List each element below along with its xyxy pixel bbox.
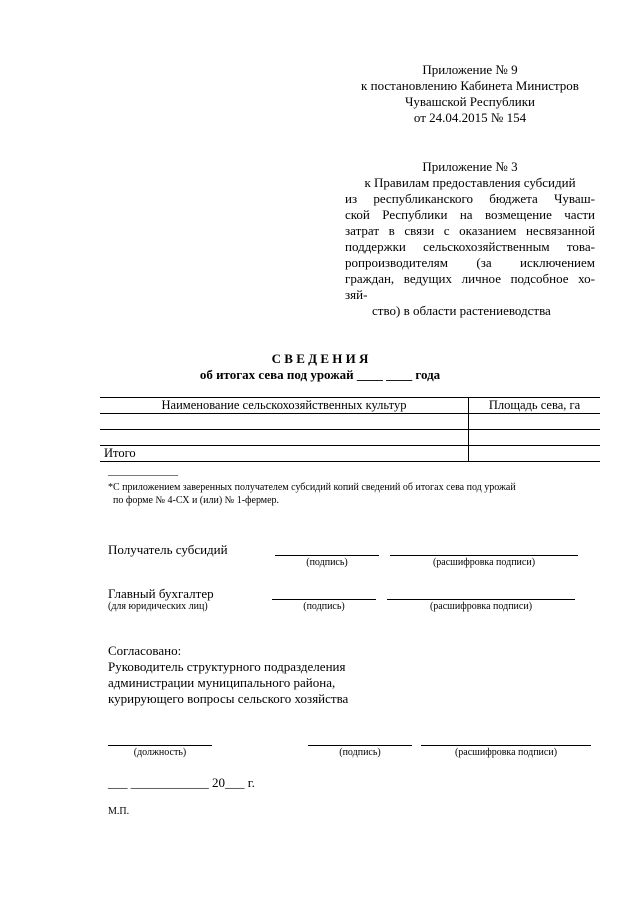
official-decode-caption: (расшифровка подписи) bbox=[454, 747, 558, 758]
stamp-placeholder: М.П. bbox=[108, 806, 130, 817]
footnote-separator: ______________ bbox=[108, 466, 178, 477]
appendix-3-title: Приложение № 3 bbox=[422, 159, 518, 174]
footnote-line2: по форме № 4-СХ и (или) № 1-фермер. bbox=[113, 495, 280, 506]
table-header-row bbox=[100, 398, 600, 414]
table-total-row bbox=[100, 446, 600, 462]
recipient-decode-line bbox=[390, 555, 578, 556]
recipient-label: Получатель субсидий bbox=[108, 542, 228, 557]
total-label: Итого bbox=[100, 446, 469, 462]
total-value bbox=[469, 446, 601, 462]
official-decode-line bbox=[421, 745, 591, 746]
table-cell bbox=[469, 414, 601, 430]
recipient-decode-caption: (расшифровка подписи) bbox=[432, 557, 536, 568]
agreed-line3: курирующего вопросы сельского хозяйства bbox=[108, 691, 349, 706]
appendix-9-date: от 24.04.2015 № 154 bbox=[413, 110, 527, 125]
appendix-9-line3: Чувашской Республики bbox=[404, 94, 536, 109]
appendix-3-line8: граждан, ведущих личное подсобное хо- bbox=[345, 271, 595, 286]
table-cell bbox=[100, 414, 469, 430]
official-position-line bbox=[108, 745, 212, 746]
agreed-line2: администрации муниципального района, bbox=[108, 675, 336, 690]
appendix-3-line2: к Правилам предоставления субсидий bbox=[364, 175, 576, 190]
appendix-9-line2: к постановлению Кабинета Министров bbox=[361, 78, 579, 93]
appendix-3-line6: поддержки сельскохозяйственным това- bbox=[345, 239, 595, 254]
appendix-3-line5: затрат в связи с оказанием несвязанной bbox=[345, 223, 595, 238]
table-cell bbox=[469, 430, 601, 446]
table-row bbox=[100, 414, 600, 430]
appendix-3-line9: зяй- bbox=[345, 287, 368, 302]
accountant-decode-line bbox=[387, 599, 575, 600]
appendix-3-line10: ство) в области растениеводства bbox=[372, 303, 551, 318]
official-sign-caption: (подпись) bbox=[339, 747, 381, 758]
document-title: С В Е Д Е Н И Я bbox=[271, 351, 369, 366]
column-header-area: Площадь сева, га bbox=[469, 398, 601, 414]
document-subtitle: об итогах сева под урожай ____ ____ года bbox=[199, 367, 441, 382]
agreed-heading: Согласовано: bbox=[108, 643, 182, 658]
footnote-line1: *С приложением заверенных получателем субсидий копий сведений об итогах сева под урожай bbox=[108, 482, 516, 493]
accountant-sublabel: (для юридических лиц) bbox=[108, 601, 208, 612]
official-signature-line bbox=[308, 745, 412, 746]
date-line: ___ ____________ 20___ г. bbox=[108, 775, 255, 790]
recipient-signature-line bbox=[275, 555, 379, 556]
sowing-table bbox=[100, 397, 600, 462]
appendix-3-line7: ропроизводителям (за исключением bbox=[345, 255, 595, 270]
agreed-line1: Руководитель структурного подразделения bbox=[108, 659, 346, 674]
accountant-signature-line bbox=[272, 599, 376, 600]
table-row bbox=[100, 430, 600, 446]
column-header-crops: Наименование сельскохозяйственных культур bbox=[100, 398, 469, 414]
table-cell bbox=[100, 430, 469, 446]
accountant-label: Главный бухгалтер bbox=[108, 586, 214, 601]
appendix-3-line3: из республиканского бюджета Чуваш- bbox=[345, 191, 595, 206]
recipient-sign-caption: (подпись) bbox=[306, 557, 348, 568]
appendix-3-line4: ской Республики на возмещение части bbox=[345, 207, 595, 222]
accountant-sign-caption: (подпись) bbox=[303, 601, 345, 612]
official-position-caption: (должность) bbox=[133, 747, 187, 758]
appendix-9-title: Приложение № 9 bbox=[422, 62, 518, 77]
accountant-decode-caption: (расшифровка подписи) bbox=[429, 601, 533, 612]
